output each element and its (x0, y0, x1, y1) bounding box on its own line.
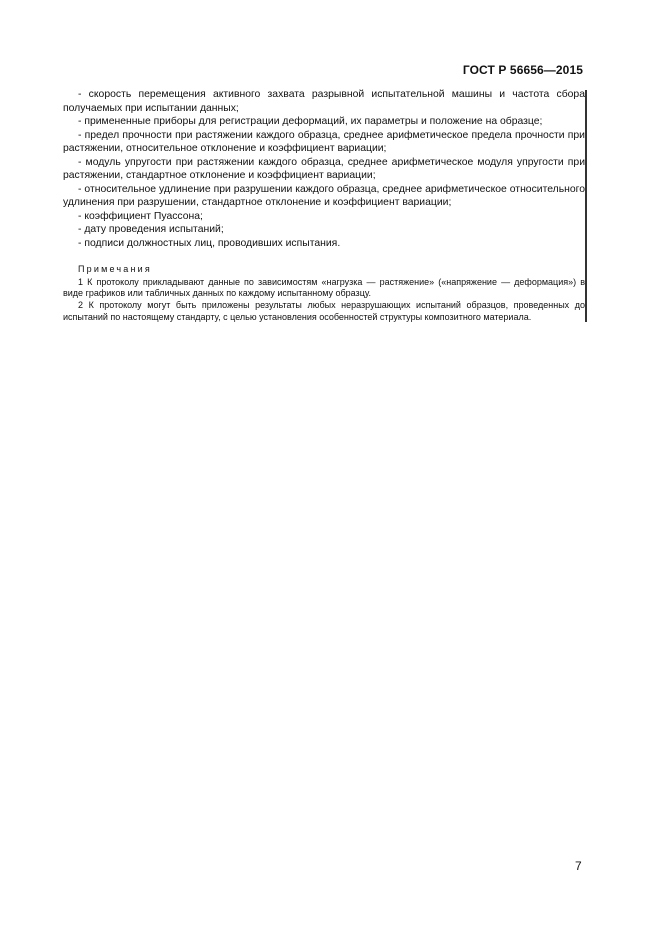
revision-bar (585, 90, 587, 322)
standard-code-header: ГОСТ Р 56656—2015 (462, 63, 583, 77)
note-item: 1 К протоколу прикладывают данные по зависимостям «нагрузка — растяжение» («напряжение — деформация») в виде графиков или табличных данных по каждому испытанному образцу. (63, 276, 585, 299)
notes-section (63, 264, 585, 324)
list-item: - примененные приборы для регистрации деформаций, их параметры и положение на образце; (78, 116, 543, 127)
document-body (63, 88, 585, 324)
list-item: - модуль упругости при растяжении каждого образца, среднее арифметическое модуля упругости при растяжении, стандартное отклонение и коэффициент вариации; (63, 156, 585, 181)
list-item: - предел прочности при растяжении каждого образца, среднее арифметическое предела прочности при растяжении, относительное отклонение и коэффициент вариации; (63, 129, 585, 154)
list-item: - подписи должностных лиц, проводивших испытания. (78, 237, 341, 249)
page-number: 7 (575, 859, 582, 873)
list-item: - относительное удлинение при разрушении каждого образца, среднее арифметическое относительного удлинения при разрушении, стандартное отклонение и коэффициент вариации; (63, 183, 585, 208)
note-item: 2 К протоколу могут быть приложены результаты любых неразрушающих испытаний образцов, проведенных до испытаний по настоящему стандарту, с целью установления особенностей структуры композитного материала. (63, 300, 585, 322)
list-item: - дату проведения испытаний; (78, 224, 224, 235)
list-item: - скорость перемещения активного захвата разрывной испытательной машины и частота сбора получаемых при испытании данных; (63, 89, 585, 114)
list-item: - коэффициент Пуассона; (78, 210, 203, 222)
notes-title: Примечания (78, 264, 152, 274)
